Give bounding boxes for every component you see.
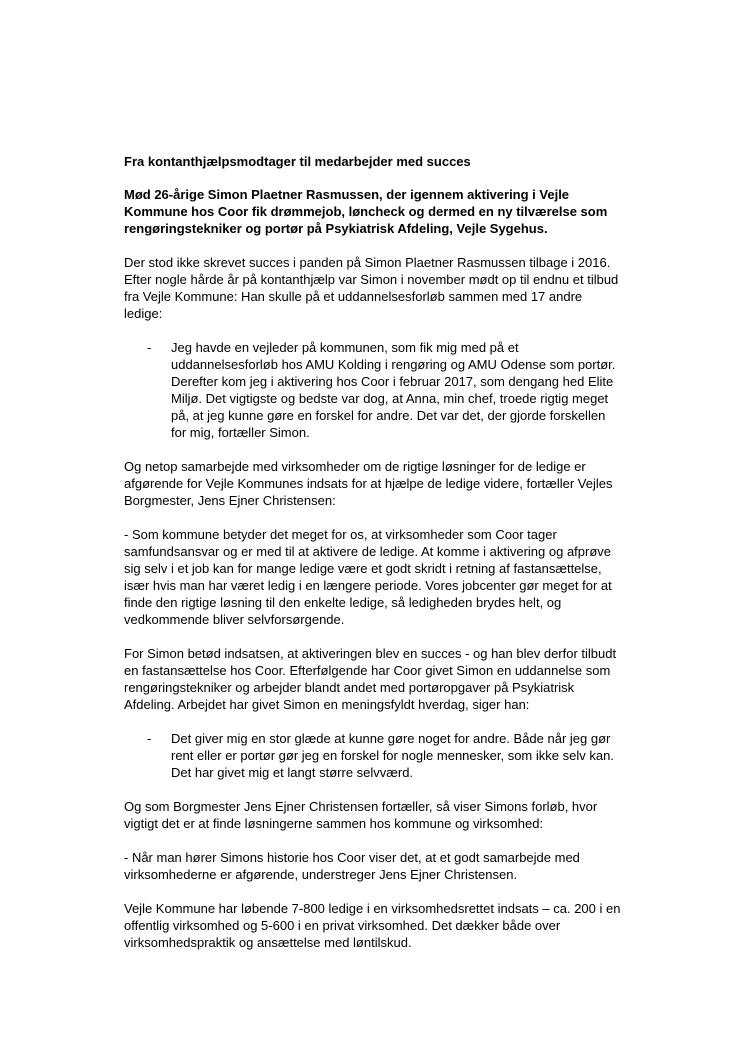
article-title: Fra kontanthjælpsmodtager til medarbejder med succes [124, 154, 471, 169]
quote-simon-1 [124, 339, 624, 441]
article-lead: Mød 26-årige Simon Plaetner Rasmussen, der igennem aktivering i Vejle Kommune hos Coor fik drømmejob, løncheck og dermed en ny tilværelse som rengøringstekniker og portør på Psykiatrisk Afdeling, Vejle Sygehus. [124, 187, 608, 236]
quote-dash: - [147, 340, 152, 355]
paragraph-mayor-intro: Og netop samarbejde med virksomheder om de rigtige løsninger for de ledige er afgørende for Vejle Kommunes indsats for at hjælpe de ledige videre, fortæller Vejles Borgmester, Jens Ejner Christensen: [124, 459, 613, 508]
quote-simon-2 [124, 730, 624, 781]
quote-dash: - [147, 731, 152, 746]
paragraph-statistics: Vejle Kommune har løbende 7-800 ledige i en virksomhedsrettet indsats – ca. 200 i en offentlig virksomhed og 5-600 i en privat virksomhed. Det dækker både over virksomhedspraktik og ansættelse med løntilskud. [124, 901, 621, 950]
quote-text: Det giver mig en stor glæde at kunne gøre noget for andre. Både når jeg gør rent eller er portør gør jeg en forskel for nogle mennesker, som ikke selv kan. Det har givet mig et langt større selvværd. [171, 731, 614, 780]
paragraph-intro: Der stod ikke skrevet succes i panden på Simon Plaetner Rasmussen tilbage i 2016. Efter nogle hårde år på kontanthjælp var Simon i november mødt op til endnu et tilbud fra Vejle Kommune: Han skulle på et uddannelsesforløb sammen med 17 andre ledige: [124, 255, 619, 321]
paragraph-mayor-conclusion: Og som Borgmester Jens Ejner Christensen fortæller, så viser Simons forløb, hvor vigtigt det er at finde løsningerne sammen hos kommune og virksomhed: [124, 799, 598, 831]
paragraph-mayor-quote-2: - Når man hører Simons historie hos Coor viser det, at et godt samarbejde med virksomhederne er afgørende, understreger Jens Ejner Christensen. [124, 850, 580, 882]
paragraph-mayor-quote: - Som kommune betyder det meget for os, at virksomheder som Coor tager samfundsansvar og er med til at aktivere de ledige. At komme i aktivering og afprøve sig selv i et job kan for mange ledige være et godt skridt i retning af fastansættelse, især hvis man har været ledig i en længere periode. Vores jobcenter gør meget for at finde den rigtige løsning til den enkelte ledige, så ledigheden brydes helt, og vedkommende bliver selvforsørgende. [124, 527, 612, 627]
paragraph-employment: For Simon betød indsatsen, at aktiveringen blev en succes - og han blev derfor tilbudt en fastansættelse hos Coor. Efterfølgende har Coor givet Simon en uddannelse som rengøringstekniker og arbejder blandt andet med portøropgaver på Psykiatrisk Afdeling. Arbejdet har givet Simon en meningsfyldt hverdag, siger han: [124, 646, 617, 712]
quote-text: Jeg havde en vejleder på kommunen, som fik mig med på et uddannelsesforløb hos AMU Kolding i rengøring og AMU Odense som portør. Derefter kom jeg i aktivering hos Coor i februar 2017, som dengang hed Elite Miljø. Det vigtigste og bedste var dog, at Anna, min chef, troede rigtig meget på, at jeg kunne gøre en forskel for andre. Det var det, der gjorde forskellen for mig, fortæller Simon. [171, 340, 616, 440]
document-page [124, 153, 624, 968]
